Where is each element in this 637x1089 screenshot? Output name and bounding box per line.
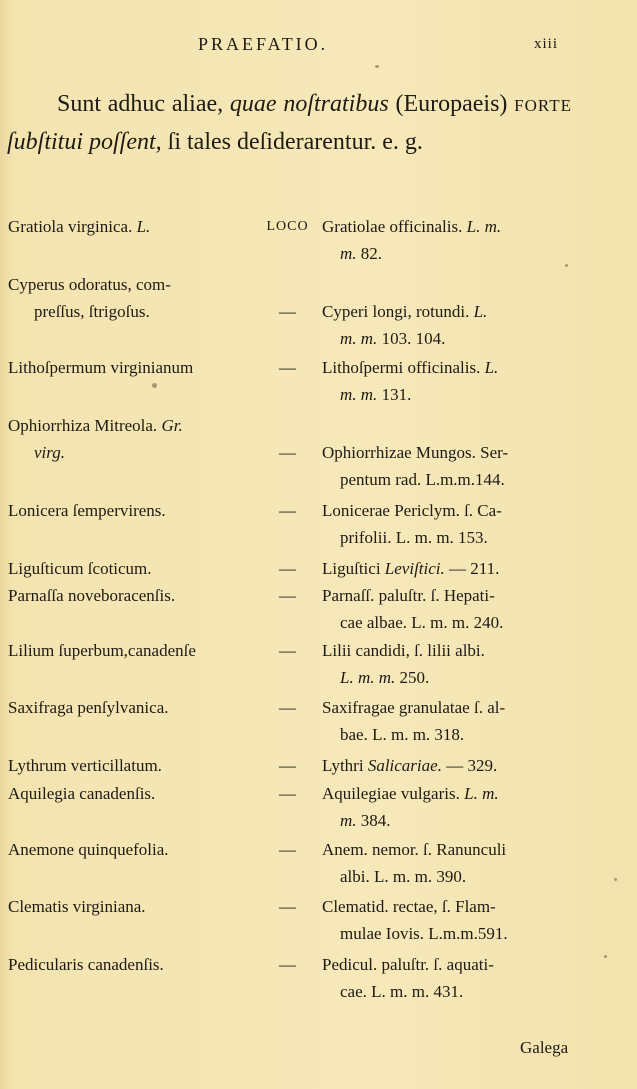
loco-marker: LOCO [266,219,309,234]
plant-name: Lithoſpermum virginianum [8,358,194,377]
substitute-name: Cyperi longi, rotundi. L. m. m. 103. 104. [322,302,488,348]
ink-speck [604,955,607,958]
dash-marker: — [279,501,296,520]
ink-speck [565,264,568,267]
substitute-name: Gratiolae officinalis. L. m. m. 82. [322,217,502,263]
plant-name: Lythrum verticillatum. [8,756,162,775]
intro-text-3: (Europaeis) [395,91,508,117]
intro-text-1: Sunt adhuc aliae, [57,91,224,117]
plant-name: Saxifraga penſylvanica. [8,698,169,717]
ink-speck [375,65,379,68]
substitute-name: Liguſtici Leviſtici. — 211. [322,559,500,578]
substitute-name: Ophiorrhizae Mungos. Ser- pentum rad. L.m.m.144. [322,443,509,489]
substitute-name: Lithoſpermi officinalis. L. m. m. 131. [322,358,499,404]
dash-marker: — [279,443,296,462]
dash-marker: — [279,955,296,974]
substitute-name: Clematid. rectae, ſ. Flam- mulae Iovis. L.m.m.591. [322,897,508,943]
intro-text-2: quae noſtratibus [229,91,389,117]
plant-name: Aquilegia canadenſis. [8,784,156,803]
page-header [0,34,637,60]
substitute-name: Anem. nemor. ſ. Ranunculi albi. L. m. m. 390. [322,840,507,886]
plant-name: Lilium ſuperbum,canadenſe [8,641,196,660]
substitute-name: Aquilegiae vulgaris. L. m. m. 384. [322,784,499,830]
dash-marker: — [279,641,296,660]
dash-marker: — [279,559,296,578]
dash-marker: — [279,840,296,859]
plant-name: Pedicularis canadenſis. [8,955,164,974]
dash-marker: — [279,698,296,717]
plant-name: Ophiorrhiza Mitreola. Gr. virg. [8,416,183,462]
plant-name: Anemone quinquefolia. [8,840,169,859]
plant-name: Lonicera ſempervirens. [8,501,166,520]
ink-speck [152,383,157,388]
dash-marker: — [279,358,296,377]
dash-marker: — [279,897,296,916]
intro-text-4: FORTE [514,96,572,115]
dash-marker: — [279,302,296,321]
substitute-name: Pedicul. paluſtr. ſ. aquati- cae. L. m. m. 431. [322,955,494,1001]
dash-marker: — [279,756,296,775]
plant-name: Gratiola virginica. L. [8,217,151,236]
plant-name: Cyperus odoratus, com- preſſus, ſtrigoſus. [8,275,171,321]
intro-text-5: ſubſtitui poſſent, [7,129,162,155]
page-number: xiii [534,36,559,52]
dash-marker: — [279,784,296,803]
intro-paragraph [7,86,572,160]
substitute-name: Saxifragae granulatae ſ. al- bae. L. m. m. 318. [322,698,506,744]
substitute-name: Parnaſſ. paluſtr. ſ. Hepati- cae albae. L. m. m. 240. [322,586,504,632]
substitute-name: Lythri Salicariae. — 329. [322,756,498,775]
plant-name: Liguſticum ſcoticum. [8,559,152,578]
intro-text-6: ſi tales deſiderarentur. e. g. [167,129,423,155]
plant-name: Clematis virginiana. [8,897,146,916]
running-title: PRAEFATIO. [198,34,329,54]
substitute-name: Lilii candidi, ſ. lilii albi. L. m. m. 250. [322,641,485,687]
plant-name: Parnaſſa noveboracenſis. [8,586,176,605]
catchword: Galega [520,1038,569,1057]
substitute-name: Lonicerae Periclym. ſ. Ca- prifolii. L. m. m. 153. [322,501,502,547]
ink-speck [614,878,617,881]
dash-marker: — [279,586,296,605]
